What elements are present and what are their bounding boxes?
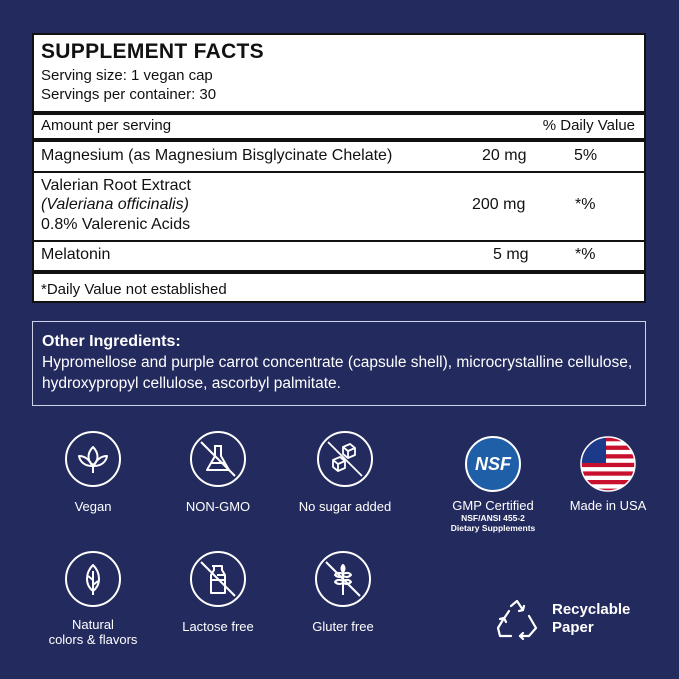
recyclable-line1: Recyclable <box>552 601 631 618</box>
badge-gmp-sub2: Dietary Supplements <box>450 523 536 533</box>
servings-per-container: Servings per container: 30 <box>41 86 217 103</box>
badge-no-sugar <box>290 431 400 514</box>
nutrient-name: Melatonin <box>41 246 111 263</box>
facts-title: SUPPLEMENT FACTS <box>41 40 264 63</box>
recycle-icon <box>494 598 540 644</box>
milk-carton-crossed-icon <box>190 551 246 607</box>
nsf-logo: NSF <box>465 436 521 492</box>
badge-non-gmo-label: NON-GMO <box>185 499 251 514</box>
recyclable-line2: Paper <box>552 619 594 636</box>
badge-gmp-certified <box>437 436 549 533</box>
amount-per-serving-label: Amount per serving <box>41 117 172 134</box>
badge-natural-line1: Natural <box>72 617 114 632</box>
flask-crossed-icon <box>190 431 246 487</box>
nutrient-dv: *% <box>575 196 596 213</box>
divider-thick <box>34 270 644 274</box>
badge-made-in-usa-label: Made in USA <box>569 498 647 513</box>
leaf-icon <box>65 431 121 487</box>
badge-vegan <box>45 431 141 514</box>
badge-gluten-free-label: Gluter free <box>312 619 374 634</box>
nutrient-amount: 5 mg <box>493 246 529 263</box>
divider-thick <box>34 138 644 142</box>
badge-lactose-free <box>170 551 266 634</box>
nutrient-extra: 0.8% Valerenic Acids <box>41 216 191 233</box>
serving-size: Serving size: 1 vegan cap <box>41 67 213 84</box>
badge-natural-line2: colors & flavors <box>48 632 138 647</box>
other-ingredients-panel <box>32 321 646 406</box>
badge-no-sugar-label: No sugar added <box>298 499 392 514</box>
badge-vegan-label: Vegan <box>74 499 112 514</box>
badge-made-in-usa <box>560 436 656 513</box>
badge-gmp-sub1: NSF/ANSI 455-2 <box>461 513 525 523</box>
nutrient-name: Magnesium (as Magnesium Bisglycinate Chelate) <box>41 147 393 164</box>
badge-gluten-free <box>295 551 391 634</box>
nutrient-amount: 200 mg <box>472 196 526 213</box>
supplement-facts-panel <box>32 33 646 303</box>
nutrient-latin-name: (Valeriana officinalis) <box>41 196 189 213</box>
daily-value-header: % Daily Value <box>542 117 635 134</box>
other-ingredients-text: Hypromellose and purple carrot concentrate (capsule shell), microcrystalline cellulose, hydroxypropyl cellulose, ascorbyl palmitate. <box>42 354 633 392</box>
nutrient-name: Valerian Root Extract <box>41 177 191 194</box>
nutrient-dv: 5% <box>574 147 598 164</box>
divider <box>34 171 644 173</box>
badge-gmp-label: GMP Certified <box>452 498 534 513</box>
nutrient-amount: 20 mg <box>482 147 527 164</box>
badge-non-gmo <box>170 431 266 514</box>
sugar-cube-crossed-icon <box>317 431 373 487</box>
badge-natural <box>38 551 148 647</box>
leaf-circle-icon <box>65 551 121 607</box>
footnote: *Daily Value not established <box>41 281 227 298</box>
usa-flag-icon <box>580 436 636 492</box>
badge-lactose-free-label: Lactose free <box>182 619 254 634</box>
nutrient-dv: *% <box>575 246 596 263</box>
wheat-crossed-icon <box>315 551 371 607</box>
other-ingredients-heading: Other Ingredients: <box>42 333 181 350</box>
divider <box>34 240 644 242</box>
divider-thick <box>34 111 644 115</box>
